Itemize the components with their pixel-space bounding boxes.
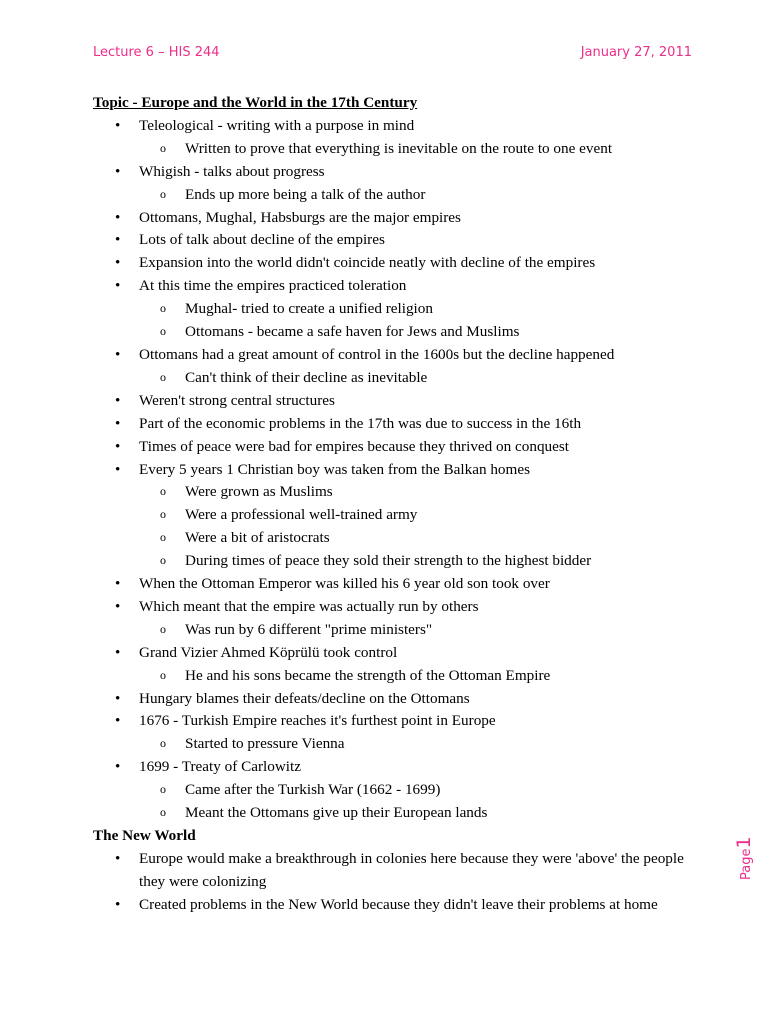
section-title-new-world: The New World — [93, 827, 196, 844]
sub-bullet-item: o Were a professional well-trained army — [93, 504, 703, 527]
bullet-item: • When the Ottoman Emperor was killed his 6 year old son took over — [93, 573, 703, 596]
bullet-item: • Teleological - writing with a purpose in mind — [93, 115, 703, 138]
sub-bullet-item: o He and his sons became the strength of the Ottoman Empire — [93, 665, 703, 688]
bullet-item: • Weren't strong central structures — [93, 390, 703, 413]
sub-bullet-item: o Written to prove that everything is inevitable on the route to one event — [93, 138, 703, 161]
bullet-item: • 1699 - Treaty of Carlowitz — [93, 756, 703, 779]
bullet-item: • At this time the empires practiced toleration — [93, 275, 703, 298]
bullet-item: • Ottomans had a great amount of control in the 1600s but the decline happened — [93, 344, 703, 367]
bullet-item: • Europe would make a breakthrough in colonies here because they were 'above' the people they were colonizing — [93, 848, 703, 894]
sub-bullet-item: o Were a bit of aristocrats — [93, 527, 703, 550]
sub-bullet-item: o Ends up more being a talk of the author — [93, 184, 703, 207]
page-marker — [733, 836, 755, 880]
header-course-title: Lecture 6 – HIS 244 — [93, 45, 220, 60]
bullet-item: • Created problems in the New World because they didn't leave their problems at home — [93, 894, 703, 917]
sub-bullet-item: o Can't think of their decline as inevitable — [93, 367, 703, 390]
sub-bullet-item: o Was run by 6 different "prime ministers" — [93, 619, 703, 642]
bullet-item: • Every 5 years 1 Christian boy was taken from the Balkan homes — [93, 459, 703, 482]
sub-bullet-item: o Ottomans - became a safe haven for Jews and Muslims — [93, 321, 703, 344]
sub-bullet-item: o Were grown as Muslims — [93, 481, 703, 504]
bullet-item: • 1676 - Turkish Empire reaches it's furthest point in Europe — [93, 710, 703, 733]
bullet-item: • Grand Vizier Ahmed Köprülü took control — [93, 642, 703, 665]
topic-notes-list — [93, 115, 703, 825]
new-world-notes-list — [93, 848, 703, 917]
sub-bullet-item: o Came after the Turkish War (1662 - 1699) — [93, 779, 703, 802]
topic-heading — [93, 92, 703, 115]
bullet-item: • Part of the economic problems in the 17th was due to success in the 16th — [93, 413, 703, 436]
bullet-item: • Expansion into the world didn't coincide neatly with decline of the empires — [93, 252, 703, 275]
bullet-item: • Ottomans, Mughal, Habsburgs are the major empires — [93, 207, 703, 230]
notes-body — [93, 92, 703, 917]
sub-bullet-item: o During times of peace they sold their strength to the highest bidder — [93, 550, 703, 573]
bullet-item: • Hungary blames their defeats/decline on the Ottomans — [93, 688, 703, 711]
sub-bullet-item: o Mughal- tried to create a unified religion — [93, 298, 703, 321]
page-label: Page — [739, 848, 754, 880]
sub-bullet-item: o Meant the Ottomans give up their European lands — [93, 802, 703, 825]
page-number: 1 — [733, 836, 755, 849]
header-date: January 27, 2011 — [580, 45, 692, 60]
topic-title: Topic - Europe and the World in the 17th Century — [93, 94, 418, 111]
sub-bullet-item: o Started to pressure Vienna — [93, 733, 703, 756]
bullet-item: • Whigish - talks about progress — [93, 161, 703, 184]
bullet-item: • Which meant that the empire was actually run by others — [93, 596, 703, 619]
bullet-item: • Lots of talk about decline of the empires — [93, 229, 703, 252]
bullet-item: • Times of peace were bad for empires because they thrived on conquest — [93, 436, 703, 459]
